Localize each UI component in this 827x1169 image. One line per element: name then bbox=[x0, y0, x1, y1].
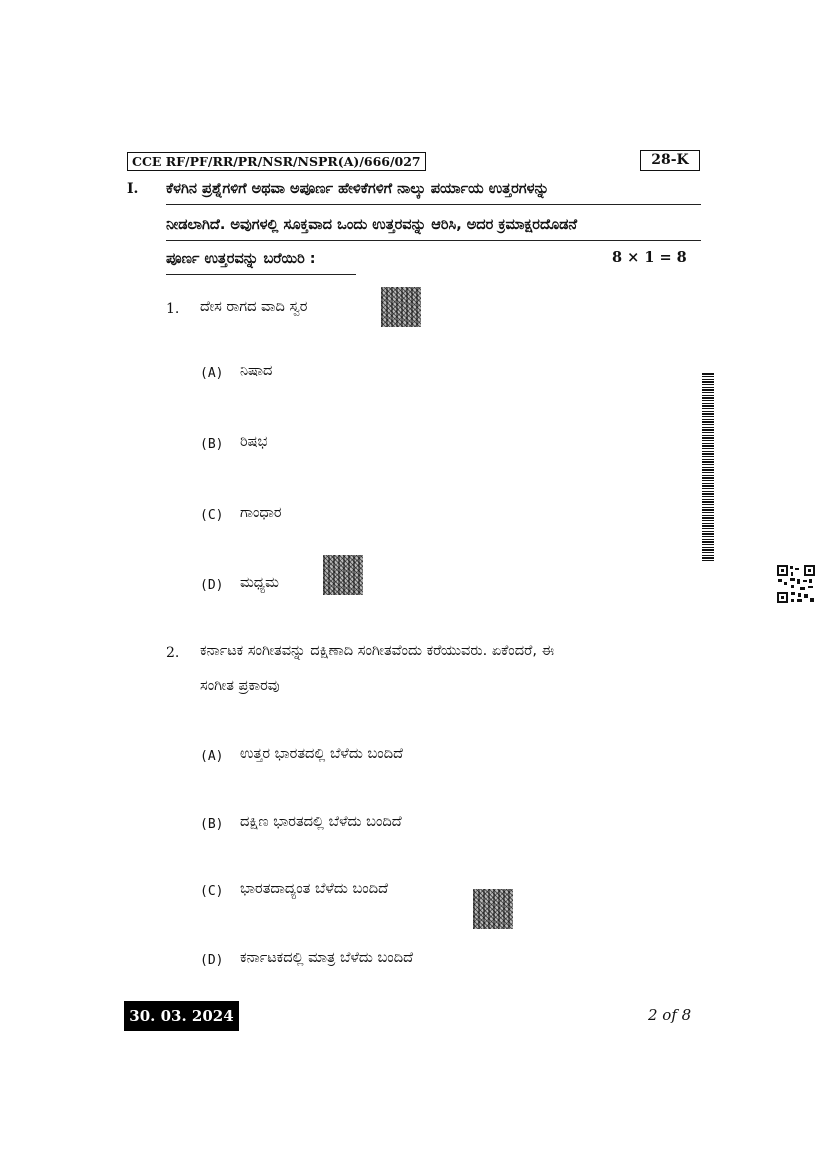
question-2-text-line-1: ಕರ್ನಾಟಕ ಸಂಗೀತವನ್ನು ದಕ್ಷಿಣಾದಿ ಸಂಗೀತವೆಂದು ಕರೆಯುವರು. ಏಕೆಂದರೆ, ಈ bbox=[200, 643, 555, 659]
noise-patch-image bbox=[473, 889, 513, 929]
q1-option-c-label: (C) bbox=[200, 508, 224, 523]
q1-option-d-text: ಮಧ್ಯಮ bbox=[240, 575, 279, 591]
exam-date-badge: 30. 03. 2024 bbox=[124, 1001, 239, 1031]
q2-option-c-label: (C) bbox=[200, 884, 224, 899]
question-2-text-line-2: ಸಂಗೀತ ಪ್ರಕಾರವು bbox=[200, 678, 280, 694]
section-number: I. bbox=[127, 181, 139, 197]
page-number: 2 of 8 bbox=[648, 1006, 692, 1024]
q1-option-a-text: ನಿಷಾದ bbox=[240, 363, 273, 379]
q2-option-b-text: ದಕ್ಷಿಣ ಭಾರತದಲ್ಲಿ ಬೆಳೆದು ಬಂದಿದೆ bbox=[240, 814, 402, 830]
instruction-line-3: ಪೂರ್ಣ ಉತ್ತರವನ್ನು ಬರೆಯಿರಿ : bbox=[166, 246, 356, 275]
q1-option-b-label: (B) bbox=[200, 437, 224, 452]
q2-option-a-label: (A) bbox=[200, 749, 224, 764]
q2-option-a-text: ಉತ್ತರ ಭಾರತದಲ್ಲಿ ಬೆಳೆದು ಬಂದಿದೆ bbox=[240, 746, 404, 762]
q1-option-d-label: (D) bbox=[200, 578, 224, 593]
barcode-icon bbox=[702, 373, 714, 561]
qr-code-icon bbox=[776, 564, 816, 604]
question-1-number: 1. bbox=[166, 301, 180, 317]
q1-option-a-label: (A) bbox=[200, 366, 224, 381]
noise-patch-image bbox=[381, 287, 421, 327]
section-marks: 8 × 1 = 8 bbox=[612, 249, 687, 266]
q2-option-d-text: ಕರ್ನಾಟಕದಲ್ಲಿ ಮಾತ್ರ ಬೆಳೆದು ಬಂದಿದೆ bbox=[240, 950, 414, 966]
question-2-number: 2. bbox=[166, 645, 180, 661]
instruction-line-2: ನೀಡಲಾಗಿದೆ. ಅವುಗಳಲ್ಲಿ ಸೂಕ್ತವಾದ ಒಂದು ಉತ್ತರವನ್ನು ಆರಿಸಿ, ಅದರ ಕ್ರಮಾಕ್ಷರದೊಡನೆ bbox=[166, 212, 701, 241]
instruction-line-1: ಕೆಳಗಿನ ಪ್ರಶ್ನೆಗಳಿಗೆ ಅಥವಾ ಅಪೂರ್ಣ ಹೇಳಿಕೆಗಳಿಗೆ ನಾಲ್ಕು ಪರ್ಯಾಯ ಉತ್ತರಗಳನ್ನು bbox=[166, 176, 701, 205]
q1-option-c-text: ಗಾಂಧಾರ bbox=[240, 505, 282, 521]
page-code: 28-K bbox=[640, 150, 700, 171]
q2-option-b-label: (B) bbox=[200, 817, 224, 832]
q1-option-b-text: ರಿಷಭ bbox=[240, 434, 268, 450]
q2-option-d-label: (D) bbox=[200, 953, 224, 968]
question-1-text: ದೇಸ ರಾಗದ ವಾದಿ ಸ್ವರ bbox=[200, 299, 308, 315]
paper-code: CCE RF/PF/RR/PR/NSR/NSPR(A)/666/027 bbox=[127, 152, 426, 171]
noise-patch-image bbox=[323, 555, 363, 595]
q2-option-c-text: ಭಾರತದಾದ್ಯಂತ ಬೆಳೆದು ಬಂದಿದೆ bbox=[240, 881, 389, 897]
